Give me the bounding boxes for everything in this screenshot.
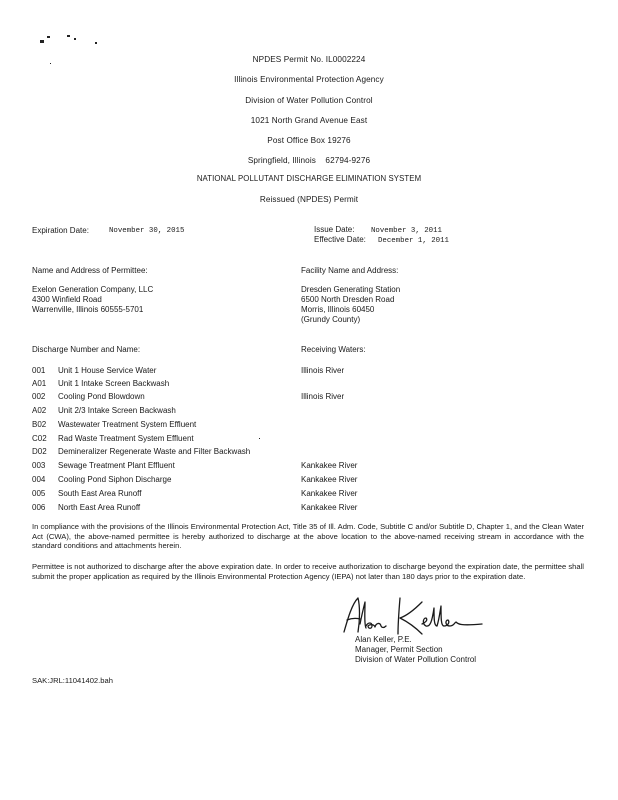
discharge-number: D02 (32, 447, 47, 456)
discharge-name: Unit 2/3 Intake Screen Backwash (58, 406, 176, 415)
expiration-label: Expiration Date: (32, 226, 89, 235)
discharge-number: B02 (32, 420, 47, 429)
reissued-label: Reissued (NPDES) Permit (259, 195, 359, 204)
permittee-line: Exelon Generation Company, LLC (32, 285, 154, 294)
facility-line: Morris, Illinois 60450 (301, 305, 375, 314)
issue-label: Issue Date: (314, 225, 355, 234)
expiration-date: November 30, 2015 (109, 227, 185, 235)
permit-number: NPDES Permit No. IL0002224 (252, 55, 366, 64)
scan-speck (67, 35, 70, 37)
discharge-number: A02 (32, 406, 47, 415)
facility-line: 6500 North Dresden Road (301, 295, 395, 304)
discharge-number: 004 (32, 475, 46, 484)
agency-street: 1021 North Grand Avenue East (250, 116, 368, 125)
discharge-number: 003 (32, 461, 46, 470)
scan-speck (74, 38, 76, 40)
signatory-name: Alan Keller, P.E. (355, 635, 412, 644)
discharge-number-label: Discharge Number and Name: (32, 345, 141, 354)
discharge-name: South East Area Runoff (58, 489, 142, 498)
permittee-line: 4300 Winfield Road (32, 295, 102, 304)
discharge-name: North East Area Runoff (58, 503, 141, 512)
discharge-name: Wastewater Treatment System Effluent (58, 420, 197, 429)
system-title: NATIONAL POLLUTANT DISCHARGE ELIMINATION SYSTEM (196, 174, 422, 183)
facility-line: (Grundy County) (301, 315, 361, 324)
discharge-name: Rad Waste Treatment System Effluent (58, 434, 194, 443)
file-reference: SAK:JRL:11041402.bah (32, 676, 113, 685)
effective-date: December 1, 2011 (378, 237, 449, 245)
discharge-name: Sewage Treatment Plant Effluent (58, 461, 175, 470)
receiving-water: Kankakee River (301, 489, 358, 498)
scan-speck (40, 40, 44, 43)
discharge-name: Unit 1 House Service Water (58, 366, 157, 375)
permittee-label: Name and Address of Permittee: (32, 266, 148, 275)
facility-label: Facility Name and Address: (301, 266, 399, 275)
receiving-water: Illinois River (301, 392, 345, 401)
compliance-paragraph: In compliance with the provisions of the Illinois Environmental Protection Act, Title 35 of Ill. Adm. Code, Subtitle C and/or Subtitle D, Chapter 1, and the Clean Water Act (CWA), the above-named permittee is hereby authorized to discharge at the above location to the above-named receiving stream in accordance with the standard conditions and attachments herein. (32, 522, 584, 551)
discharge-number: 006 (32, 503, 46, 512)
scan-speck (47, 36, 50, 38)
authorization-paragraph: Permittee is not authorized to discharge after the above expiration date. In order to receive authorization to discharge beyond the expiration date, the permittee shall submit the proper application as required by the Illinois Environmental Protection Agency (IEPA) not later than 180 days prior to the expiration date. (32, 562, 584, 581)
discharge-name: Cooling Pond Siphon Discharge (58, 475, 172, 484)
receiving-waters-label: Receiving Waters: (301, 345, 366, 354)
agency-city: Springfield, Illinois 62794-9276 (247, 156, 371, 165)
receiving-water: Kankakee River (301, 461, 358, 470)
signatory-title: Manager, Permit Section (355, 645, 443, 654)
discharge-number: A01 (32, 379, 47, 388)
discharge-number: C02 (32, 434, 47, 443)
discharge-name: Demineralizer Regenerate Waste and Filter Backwash (58, 447, 251, 456)
receiving-water: Illinois River (301, 366, 345, 375)
issue-date: November 3, 2011 (371, 227, 442, 235)
agency-name: Illinois Environmental Protection Agency (234, 75, 384, 84)
permittee-line: Warrenville, Illinois 60555-5701 (32, 305, 144, 314)
scan-speck (95, 42, 97, 44)
effective-label: Effective Date: (314, 235, 366, 244)
discharge-name: Unit 1 Intake Screen Backwash (58, 379, 170, 388)
discharge-number: 001 (32, 366, 46, 375)
agency-po-box: Post Office Box 19276 (267, 136, 351, 145)
division-name: Division of Water Pollution Control (245, 96, 373, 105)
scan-speck (259, 438, 260, 439)
discharge-number: 005 (32, 489, 46, 498)
discharge-name: Cooling Pond Blowdown (58, 392, 145, 401)
signatory-division: Division of Water Pollution Control (355, 655, 477, 664)
signature-image (338, 594, 483, 640)
discharge-number: 002 (32, 392, 46, 401)
receiving-water: Kankakee River (301, 475, 358, 484)
facility-line: Dresden Generating Station (301, 285, 401, 294)
receiving-water: Kankakee River (301, 503, 358, 512)
